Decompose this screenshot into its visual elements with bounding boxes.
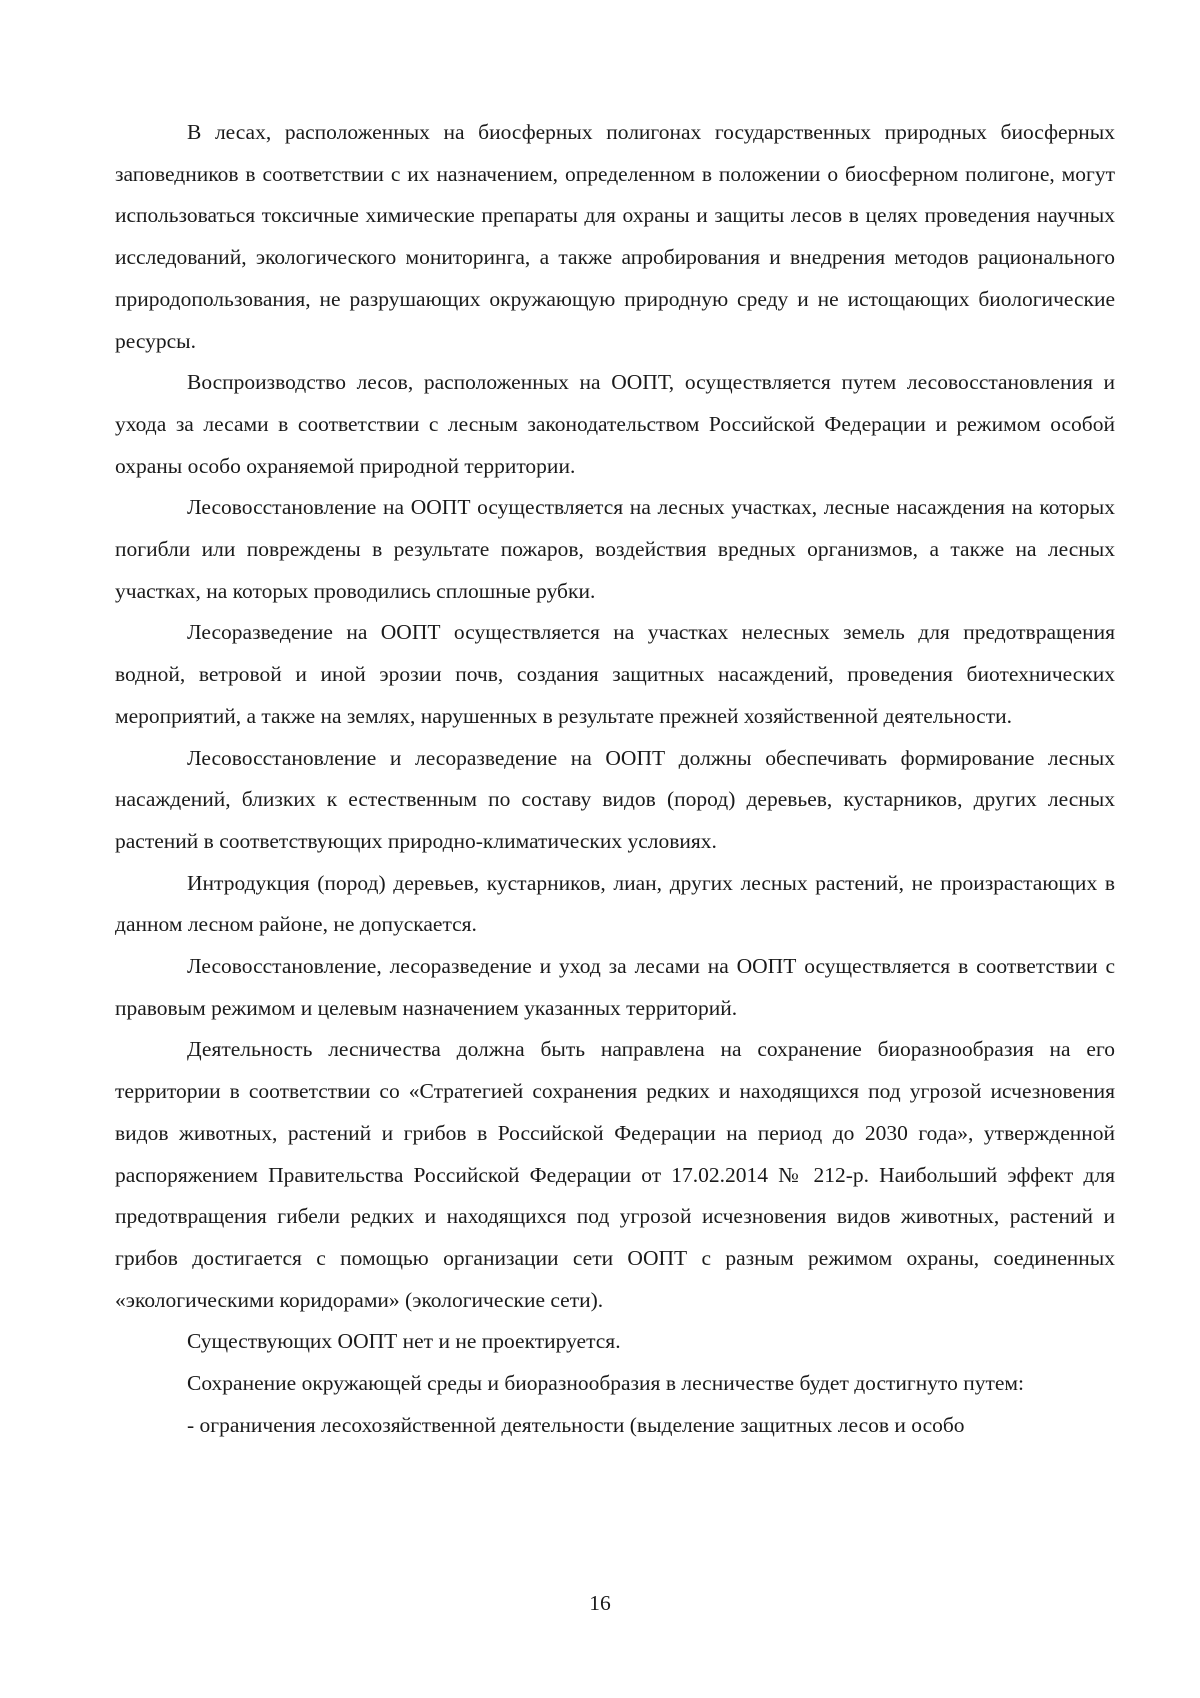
paragraph-conservation-means: Сохранение окружающей среды и биоразнообразия в лесничестве будет достигнуто путем: (187, 1371, 1024, 1396)
document-body (115, 112, 1115, 1447)
paragraph-forest-reproduction: Воспроизводство лесов, расположенных на ООПТ, осуществляется путем лесовосстановления и ухода за лесами в соответствии с лесным законодательством Российской Федерации и режимом особой охраны особо охраняемой природной территории. (115, 370, 1115, 478)
paragraph-reforestation: Лесовосстановление на ООПТ осуществляется на лесных участках, лесные насаждения на которых погибли или повреждены в результате пожаров, воздействия вредных организмов, а также на лесных участках, на которых проводились сплошные рубки. (115, 495, 1115, 603)
paragraph-biodiversity-strategy: Деятельность лесничества должна быть направлена на сохранение биоразнообразия на его территории в соответствии со «Стратегией сохранения редких и находящихся под угрозой исчезновения видов животных, растений и грибов в Российской Федерации на период до 2030 года», утвержденной распоряжением Правительства Российской Федерации от 17.02.2014 № 212-р. Наибольший эффект для предотвращения гибели редких и находящихся под угрозой исчезновения видов животных, растений и грибов достигается с помощью организации сети ООПТ с разным режимом охраны, соединенных «экологическими коридорами» (экологические сети). (115, 1037, 1115, 1312)
list-item-restriction: - ограничения лесохозяйственной деятельности (выделение защитных лесов и особо (187, 1412, 965, 1437)
paragraph-legal-regime: Лесовосстановление, лесоразведение и уход за лесами на ООПТ осуществляется в соответствии с правовым режимом и целевым назначением указанных территорий. (115, 954, 1115, 1020)
paragraph-existing-protected-areas: Существующих ООПТ нет и не проектируется. (187, 1329, 621, 1354)
page-number: 16 (589, 1591, 611, 1615)
paragraph-stand-formation: Лесовосстановление и лесоразведение на ООПТ должны обеспечивать формирование лесных насаждений, близких к естественным по составу видов (пород) деревьев, кустарников, других лесных растений в соответствующих природно-климатических условиях. (115, 745, 1115, 853)
paragraph-toxic-chemicals: В лесах, расположенных на биосферных полигонах государственных природных биосферных заповедников в соответствии с их назначением, определенном в положении о биосферном полигоне, могут использоваться токсичные химические препараты для охраны и защиты лесов в целях проведения научных исследований, экологического мониторинга, а также апробирования и внедрения методов рационального природопользования, не разрушающих окружающую природную среду и не истощающих биологические ресурсы. (115, 120, 1115, 353)
paragraph-afforestation: Лесоразведение на ООПТ осуществляется на участках нелесных земель для предотвращения водной, ветровой и иной эрозии почв, создания защитных насаждений, проведения биотехнических мероприятий, а также на землях, нарушенных в результате прежней хозяйственной деятельности. (115, 620, 1115, 728)
paragraph-introduction-ban: Интродукция (пород) деревьев, кустарников, лиан, других лесных растений, не произрастающих в данном лесном районе, не допускается. (115, 870, 1115, 937)
